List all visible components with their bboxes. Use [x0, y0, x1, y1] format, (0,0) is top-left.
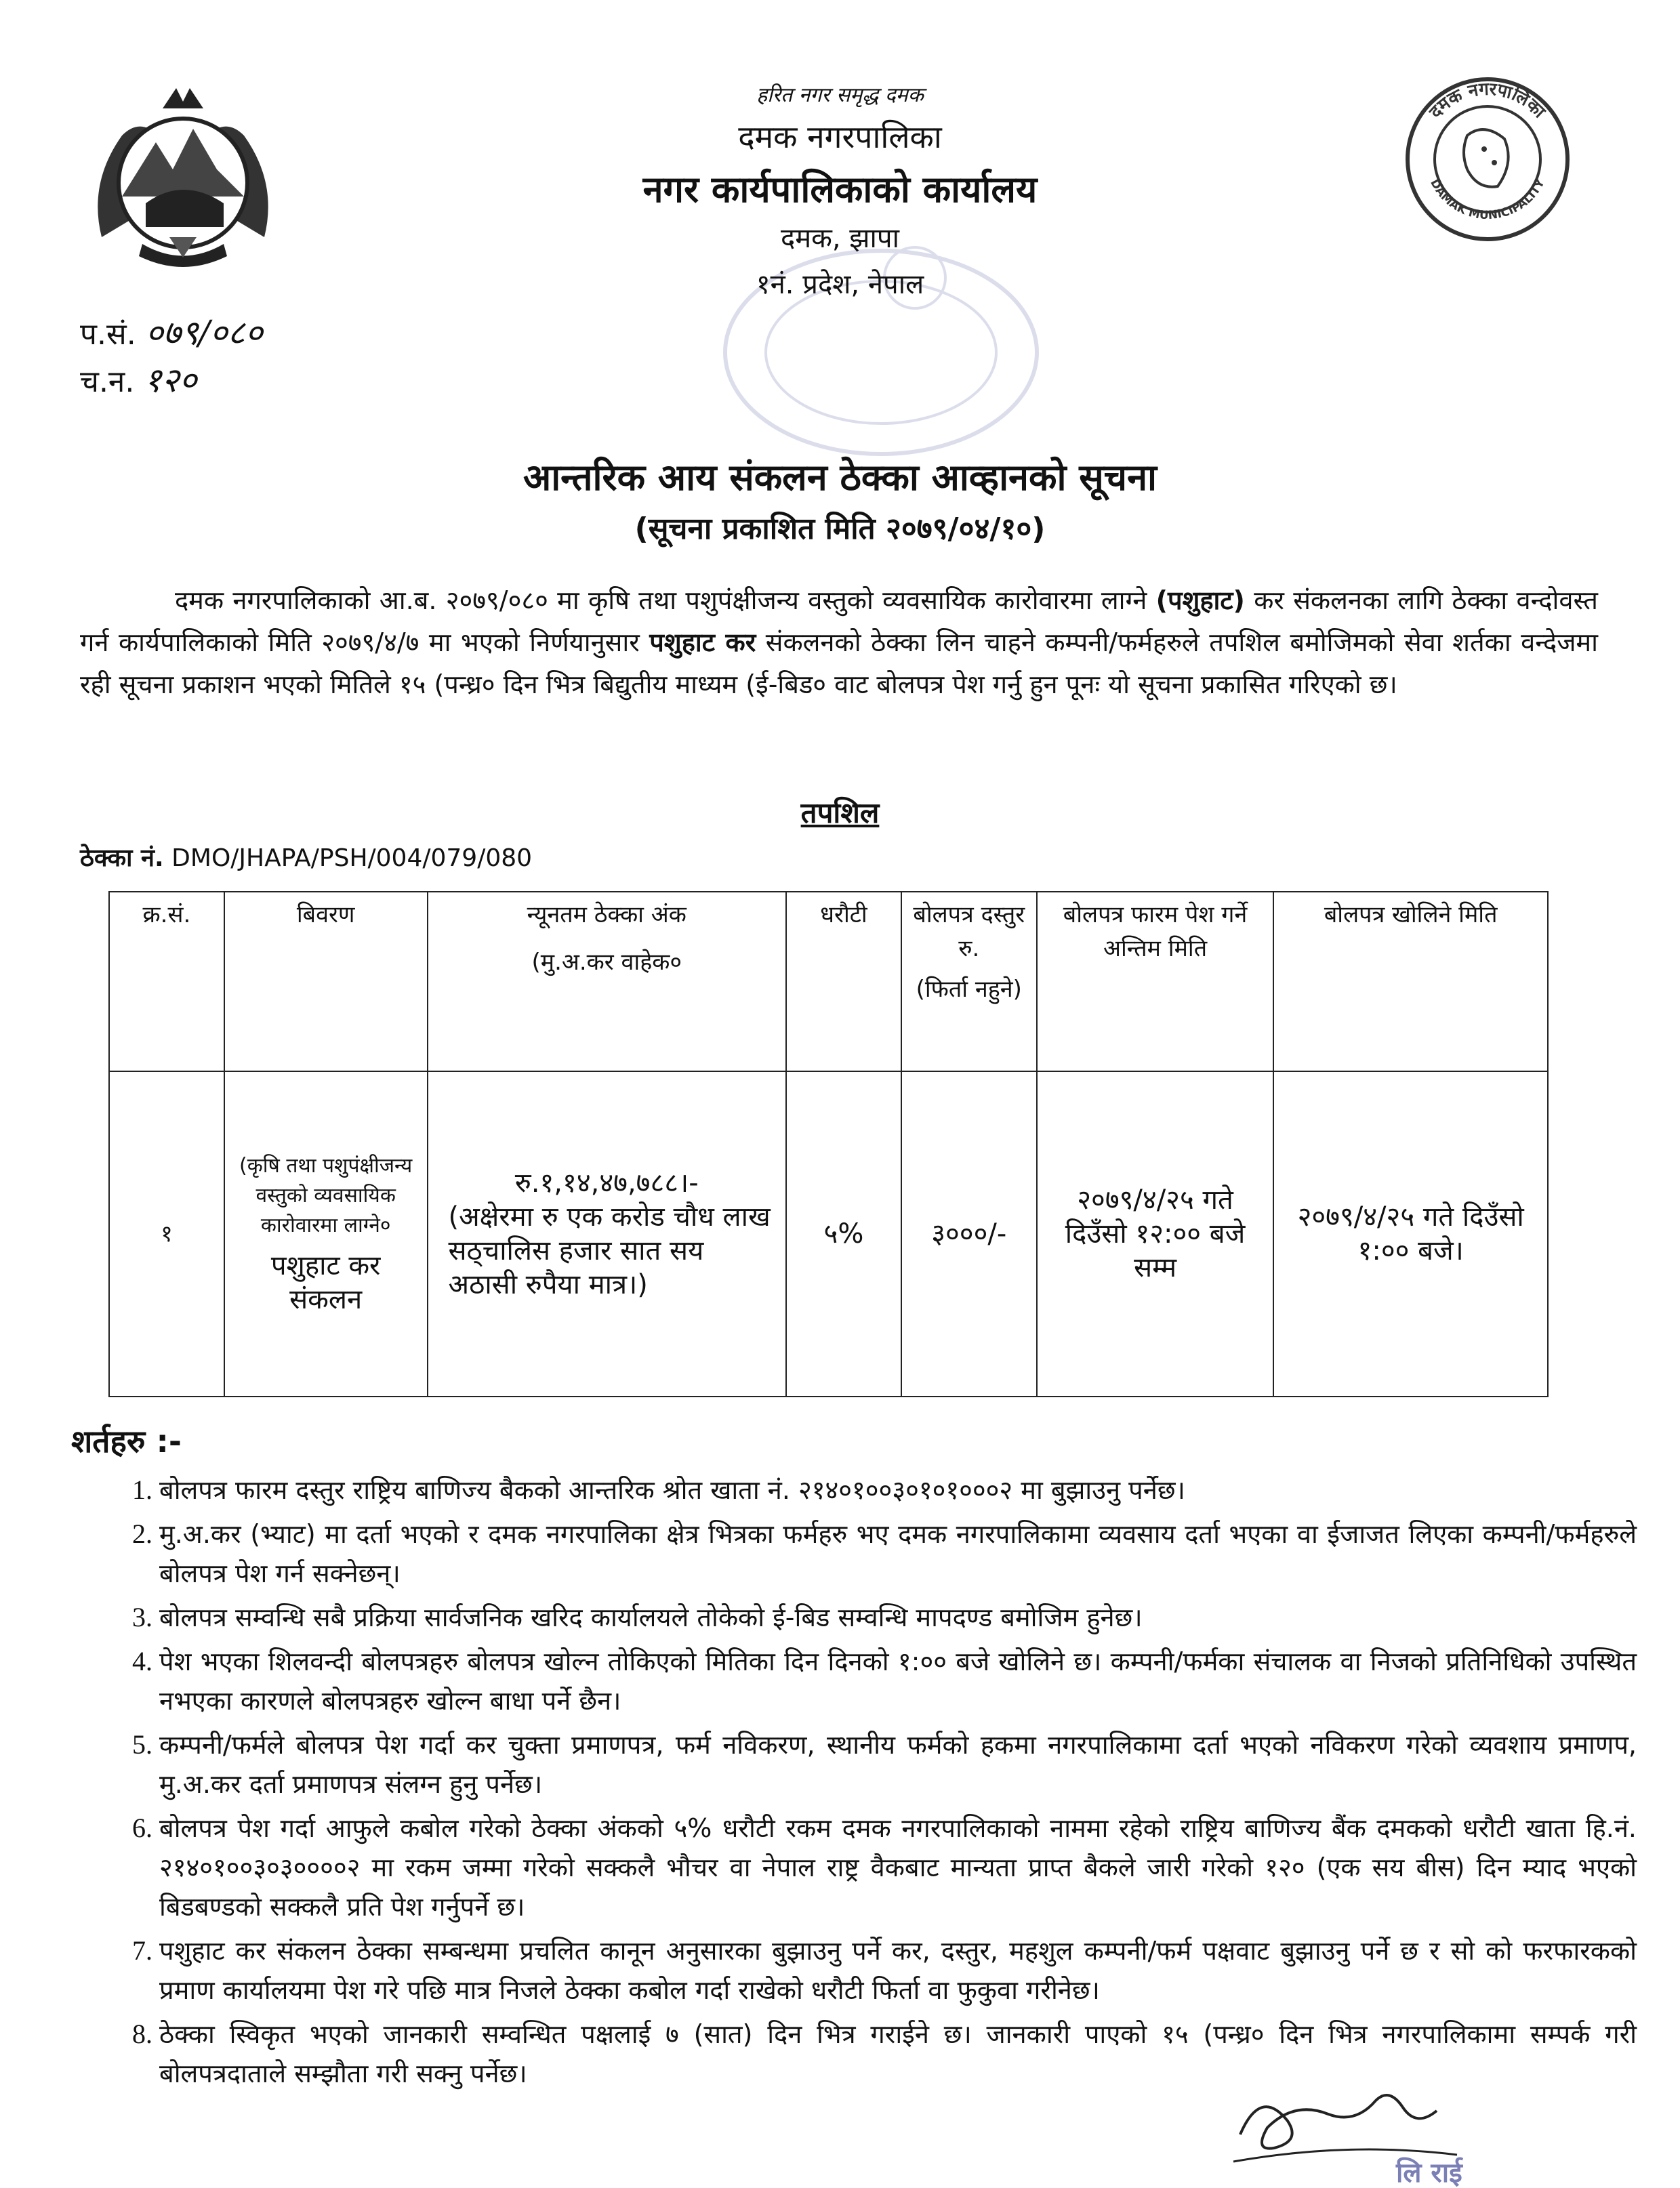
term-item: 1. बोलपत्र फारम दस्तुर राष्ट्रिय बाणिज्य बैकको आन्तरिक श्रोत खाता नं. २१४०१००३०१०१०००२ मा बुझाउनु पर्नेछ। — [159, 1470, 1637, 1510]
office-name: दमक नगरपालिका — [738, 119, 942, 155]
header-serial: क्र.सं. — [109, 892, 224, 1071]
letter-number-label: प.सं. — [80, 317, 136, 352]
cell-amount-figure: रु.१,१४,४७,७८८।- — [514, 1168, 699, 1199]
notice-body — [80, 579, 1598, 705]
term-item: 7. पशुहाट कर संकलन ठेक्का सम्बन्धमा प्रचलित कानून अनुसारका बुझाउनु पर्ने कर, दस्तुर, महशुल कम्पनी/फर्म पक्षवाट बुझाउनु पर्ने छ र सो को फरफारकको प्रमाण कार्यालयमा पेश गरे पछि मात्र निजले ठेक्का कबोल गर्दा राखेको धरौटी फिर्ता वा फुकुवा गरीनेछ। — [159, 1931, 1637, 2010]
table-row — [109, 1071, 1548, 1397]
cell-description-main: पशुहाट कर संकलन — [270, 1250, 381, 1315]
notice-body-bold-2: पशुहाट कर — [649, 627, 756, 657]
cell-deposit: ५% — [786, 1071, 901, 1397]
cell-minimum-amount — [428, 1071, 787, 1397]
cell-amount-words: (अक्षेरमा रु एक करोड चौध लाख सठ्चालिस हजार सात सय अठासी रुपैया मात्र।) — [448, 1201, 771, 1300]
office-main-title: नगर कार्यपालिकाको कार्यालय — [642, 168, 1038, 211]
header-minimum-amount-note: (मु.अ.कर वाहेक० — [531, 949, 682, 976]
notice-title: आन्तरिक आय संकलन ठेक्का आव्हानको सूचना — [523, 456, 1157, 499]
schedule-heading: तपशिल — [800, 796, 880, 829]
seal-text-bottom: DAMAK MUNICIPALITY — [1427, 177, 1548, 223]
cell-submission-deadline: २०७९/४/२५ गते दिउँसो १२:०० बजे सम्म — [1037, 1071, 1274, 1397]
cell-fee: ३०००/- — [901, 1071, 1037, 1397]
header-deposit: धरौटी — [786, 892, 901, 1071]
table-header-row — [109, 892, 1548, 1071]
seal-text-top: दमक नगरपालिका — [1425, 79, 1549, 123]
term-item: 4. पेश भएका शिलवन्दी बोलपत्रहरु बोलपत्र खोल्न तोकिएको मितिका दिन दिनको १:०० बजे खोलिने छ। कम्पनी/फर्मका संचालक वा निजको प्रतिनिधिको उपस्थित नभएका कारणले बोलपत्रहरु खोल्न बाधा पर्ने छैन। — [159, 1642, 1637, 1720]
header-fee-note: (फिर्ता नहुने) — [916, 976, 1022, 1003]
cell-opening-date: २०७९/४/२५ गते दिउँसो १:०० बजे। — [1273, 1071, 1548, 1397]
slogan: हरित नगर समृद्ध दमक — [756, 83, 924, 107]
header-fee — [901, 892, 1037, 1071]
header-opening-date: बोलपत्र खोलिने मिति — [1273, 892, 1548, 1071]
notice-body-part-3: संकलनको ठेक्का लिन चाहने कम्पनी/फर्महरुले तपशिल बमोजिमको सेवा शर्तका वन्देजमा रही सूचना प्रकाशन भएको मितिले १५ (पन्ध्र० दिन भित्र बिद्युतीय माध्यम (ई-बिड० वाट बोलपत्र पेश गर्नु हुन पूनः यो सूचना प्रकासित गरिएको छ। — [80, 627, 1598, 699]
tender-table — [108, 891, 1549, 1397]
handwritten-signature — [1213, 2060, 1532, 2188]
address-line-2: १नं. प्रदेश, नेपाल — [756, 269, 924, 300]
dispatch-number-value: १२० — [144, 360, 197, 400]
term-item: 2. मु.अ.कर (भ्याट) मा दर्ता भएको र दमक नगरपालिका क्षेत्र भित्रका फर्महरु भए दमक नगरपालिकामा व्यवसाय दर्ता भएका वा ईजाजत लिएका कम्पनी/फर्महरुले बोलपत्र पेश गर्न सक्नेछन्। — [159, 1514, 1637, 1593]
cell-description — [224, 1071, 428, 1397]
header-submission-deadline: बोलपत्र फारम पेश गर्ने अन्तिम मिति — [1037, 892, 1274, 1071]
letter-number — [80, 308, 263, 354]
header-fee-label: बोलपत्र दस्तुर रु. — [913, 901, 1025, 962]
cell-serial: १ — [109, 1071, 224, 1397]
dispatch-number — [80, 356, 197, 402]
notice-body-part-1: दमक नगरपालिकाको आ.ब. २०७९/०८० मा कृषि तथा पशुपंक्षीजन्य वस्तुको व्यवसायिक कारोवारमा लाग्ने — [175, 585, 1147, 615]
term-item: 5. कम्पनी/फर्मले बोलपत्र पेश गर्दा कर चुक्ता प्रमाणपत्र, फर्म नविकरण, स्थानीय फर्मको हकमा नगरपालिकामा दर्ता भएको नविकरण गरेको व्यवशाय प्रमाणप, मु.अ.कर दर्ता प्रमाणपत्र संलग्न हुनु पर्नेछ। — [159, 1725, 1637, 1804]
term-item: 3. बोलपत्र सम्वन्धि सबै प्रक्रिया सार्वजनिक खरिद कार्यालयले तोकेको ई-बिड सम्वन्धि मापदण्ड बमोजिम हुनेछ। — [159, 1598, 1637, 1637]
address-line-1: दमक, झापा — [781, 223, 899, 254]
letter-number-value: ०७९/०८० — [145, 313, 263, 352]
term-item: 6. बोलपत्र पेश गर्दा आफुले कबोल गरेको ठेक्का अंकको ५% धरौटी रकम दमक नगरपालिकाको नाममा रहेको राष्ट्रिय बाणिज्य बैंक दमकको धरौटी खाता हि.नं. २१४०१००३०३००००२ मा रकम जम्मा गरेको सक्कलै भौचर वा नेपाल राष्ट्र वैकबाट मान्यता प्राप्त बैकले जारी गरेको १२० (एक सय बीस) दिन म्याद भएको बिडबण्डको सक्कलै प्रति पेश गर्नुपर्ने छ। — [159, 1809, 1637, 1926]
signature-name-stamp: लि राई — [1396, 2158, 1462, 2188]
header-description: बिवरण — [224, 892, 428, 1071]
office-stamp-watermark — [691, 224, 1071, 468]
terms-heading: शर्तहरु :- — [71, 1423, 182, 1460]
contract-number-value: DMO/JHAPA/PSH/004/079/080 — [171, 844, 533, 872]
notice-subtitle: (सूचना प्रकाशित मिति २०७९/०४/१०) — [634, 512, 1046, 546]
header-minimum-amount-label: न्यूनतम ठेक्का अंक — [527, 901, 687, 928]
cell-description-detail: (कृषि तथा पशुपंक्षीजन्य वस्तुको व्यवसायिक कारोवारमा लाग्ने० — [239, 1154, 413, 1237]
contract-number-label: ठेक्का नं. — [80, 844, 164, 872]
contract-number — [80, 840, 532, 873]
terms-list — [108, 1470, 1637, 2098]
dispatch-number-label: च.न. — [80, 365, 135, 399]
notice-body-bold-1: (पशुहाट) — [1155, 585, 1245, 615]
header-minimum-amount — [428, 892, 787, 1071]
term-item: 8. ठेक्का स्विकृत भएको जानकारी सम्वन्धित पक्षलाई ७ (सात) दिन भित्र गराईने छ। जानकारी पाएको १५ (पन्ध्र० दिन भित्र नगरपालिकामा सम्पर्क गरी बोलपत्रदाताले सम्झौता गरी सक्नु पर्नेछ। — [159, 2015, 1637, 2093]
notice-body-part-2: कर संकलनका लागि ठेक्का वन्दोवस्त गर्न कार्यपालिकाको मिति २०७९/४/७ मा भएको निर्णयानुसार — [80, 585, 1598, 657]
